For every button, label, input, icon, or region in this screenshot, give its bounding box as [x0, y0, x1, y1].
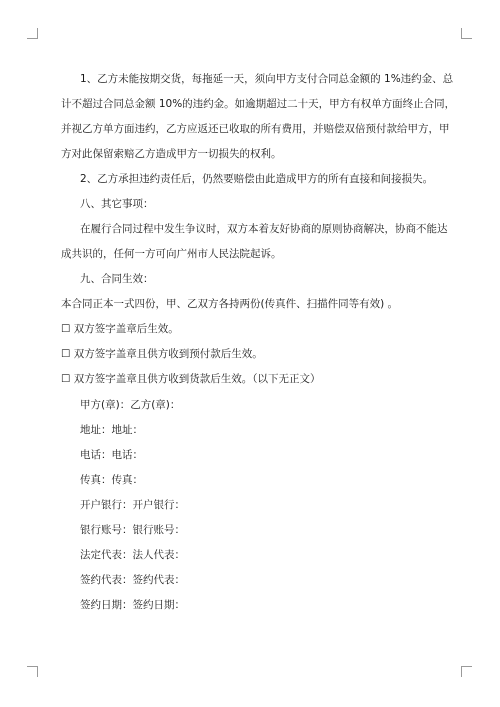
- section-8-line-2: 成共识的，任何一方可向广州市人民法院起诉。: [61, 248, 282, 260]
- crop-mark-top-left: [27, 28, 38, 39]
- sig-fax: 传真：传真：: [80, 474, 143, 486]
- sig-address: 地址：地址：: [80, 424, 143, 436]
- option-payment: ☐ 双方签字盖章且供方收到货款后生效。（以下无正文）: [61, 373, 321, 385]
- option-prepayment: ☐ 双方签字盖章且供方收到预付款后生效。: [61, 348, 263, 360]
- option-sign-seal: ☐ 双方签字盖章后生效。: [61, 323, 179, 335]
- sig-account: 银行账号：银行账号：: [80, 524, 185, 536]
- sig-signing-date: 签约日期：签约日期：: [80, 599, 185, 611]
- clause-1-line-4: 方对此保留索赔乙方造成甲方一切损失的权利。: [61, 148, 282, 160]
- crop-mark-bottom-right: [461, 666, 472, 677]
- clause-1-line-3: 并视乙方单方面违约，乙方应返还已收取的所有费用，并赔偿双倍预付款给甲方，甲: [61, 123, 450, 135]
- sig-bank: 开户银行：开户银行：: [80, 499, 185, 511]
- section-8-heading: 八、其它事项：: [80, 198, 154, 210]
- sig-party-seal: 甲方(章)：乙方(章)：: [80, 399, 181, 411]
- clause-1-line-2: 计不超过合同总金额 10%的违约金。如逾期超过二十天，甲方有权单方面终止合同，: [61, 98, 456, 110]
- section-9-heading: 九、合同生效：: [80, 273, 154, 285]
- sig-phone: 电话：电话：: [80, 449, 143, 461]
- crop-mark-top-right: [461, 28, 472, 39]
- sig-legal-rep: 法定代表：法人代表：: [80, 549, 185, 561]
- clause-2: 2、乙方承担违约责任后，仍然要赔偿由此造成甲方的所有直接和间接损失。: [80, 173, 434, 185]
- sig-signing-rep: 签约代表：签约代表：: [80, 574, 185, 586]
- crop-mark-bottom-left: [27, 666, 38, 677]
- section-8-line-1: 在履行合同过程中发生争议时，双方本着友好协商的原则协商解决，协商不能达: [80, 223, 448, 235]
- clause-1-line-1: 1、乙方未能按期交货，每拖延一天，须向甲方支付合同总金额的 1%违约金、总: [80, 73, 454, 85]
- section-9-text: 本合同正本一式四份，甲、乙双方各持两份(传真件、扫描件同等有效) 。: [61, 298, 399, 310]
